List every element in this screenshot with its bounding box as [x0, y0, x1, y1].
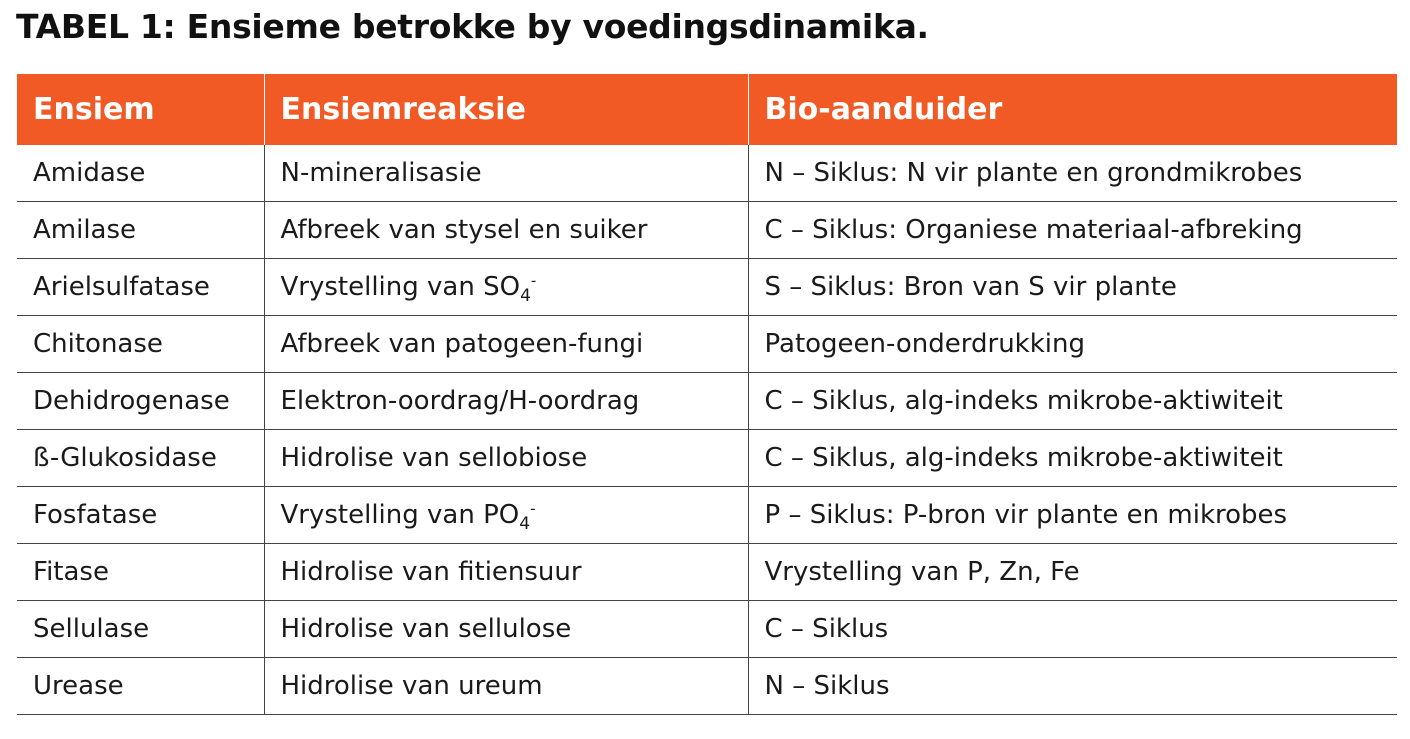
reaction-cell: [264, 487, 748, 544]
enzyme-cell: Sellulase: [17, 601, 264, 658]
indicator-cell: C – Siklus: Organiese materiaal-afbreking: [748, 202, 1397, 259]
reaction-cell: Afbreek van stysel en suiker: [264, 202, 748, 259]
table-row: [17, 145, 1397, 202]
header-row: [17, 74, 1397, 145]
table-row: [17, 658, 1397, 715]
enzyme-cell: Chitonase: [17, 316, 264, 373]
enzyme-cell: Amilase: [17, 202, 264, 259]
column-header-ensiem: Ensiem: [17, 74, 264, 145]
reaction-cell: N-mineralisasie: [264, 145, 748, 202]
indicator-cell: N – Siklus: N vir plante en grondmikrobes: [748, 145, 1397, 202]
indicator-cell: Vrystelling van P, Zn, Fe: [748, 544, 1397, 601]
enzyme-cell: Urease: [17, 658, 264, 715]
reaction-cell: Hidrolise van ureum: [264, 658, 748, 715]
table-row: [17, 601, 1397, 658]
enzyme-cell: Amidase: [17, 145, 264, 202]
enzyme-cell: Dehidrogenase: [17, 373, 264, 430]
table-row: [17, 544, 1397, 601]
reaction-subscript: 4: [519, 514, 531, 535]
indicator-cell: C – Siklus, alg-indeks mikrobe-aktiwiteit: [748, 430, 1397, 487]
enzyme-table: [17, 74, 1397, 715]
table-row: [17, 487, 1397, 544]
reaction-cell: Hidrolise van sellobiose: [264, 430, 748, 487]
table-row: [17, 316, 1397, 373]
reaction-text: Vrystelling van PO: [280, 500, 520, 530]
reaction-cell: Hidrolise van sellulose: [264, 601, 748, 658]
enzyme-cell: Fosfatase: [17, 487, 264, 544]
column-header-ensiemreaksie: Ensiemreaksie: [264, 74, 748, 145]
indicator-cell: C – Siklus, alg-indeks mikrobe-aktiwiteit: [748, 373, 1397, 430]
indicator-cell: Patogeen-onderdrukking: [748, 316, 1397, 373]
table-row: [17, 430, 1397, 487]
table-title: TABEL 1: Ensieme betrokke by voedingsdinamika.: [16, 7, 929, 46]
reaction-cell: Elektron-oordrag/H-oordrag: [264, 373, 748, 430]
reaction-cell: [264, 259, 748, 316]
reaction-cell: Hidrolise van fitiensuur: [264, 544, 748, 601]
reaction-cell: Afbreek van patogeen-fungi: [264, 316, 748, 373]
reaction-superscript: -: [530, 271, 537, 290]
reaction-superscript: -: [530, 499, 536, 518]
table-row: [17, 259, 1397, 316]
indicator-cell: C – Siklus: [748, 601, 1397, 658]
enzyme-cell: ß-Glukosidase: [17, 430, 264, 487]
reaction-text: Vrystelling van SO: [280, 272, 521, 302]
column-header-bio-aanduider: Bio-aanduider: [748, 74, 1397, 145]
reaction-subscript: 4: [520, 286, 531, 307]
enzyme-cell: Fitase: [17, 544, 264, 601]
table-row: [17, 202, 1397, 259]
indicator-cell: N – Siklus: [748, 658, 1397, 715]
table-row: [17, 373, 1397, 430]
indicator-cell: S – Siklus: Bron van S vir plante: [748, 259, 1397, 316]
indicator-cell: P – Siklus: P-bron vir plante en mikrobes: [748, 487, 1397, 544]
enzyme-cell: Arielsulfatase: [17, 259, 264, 316]
